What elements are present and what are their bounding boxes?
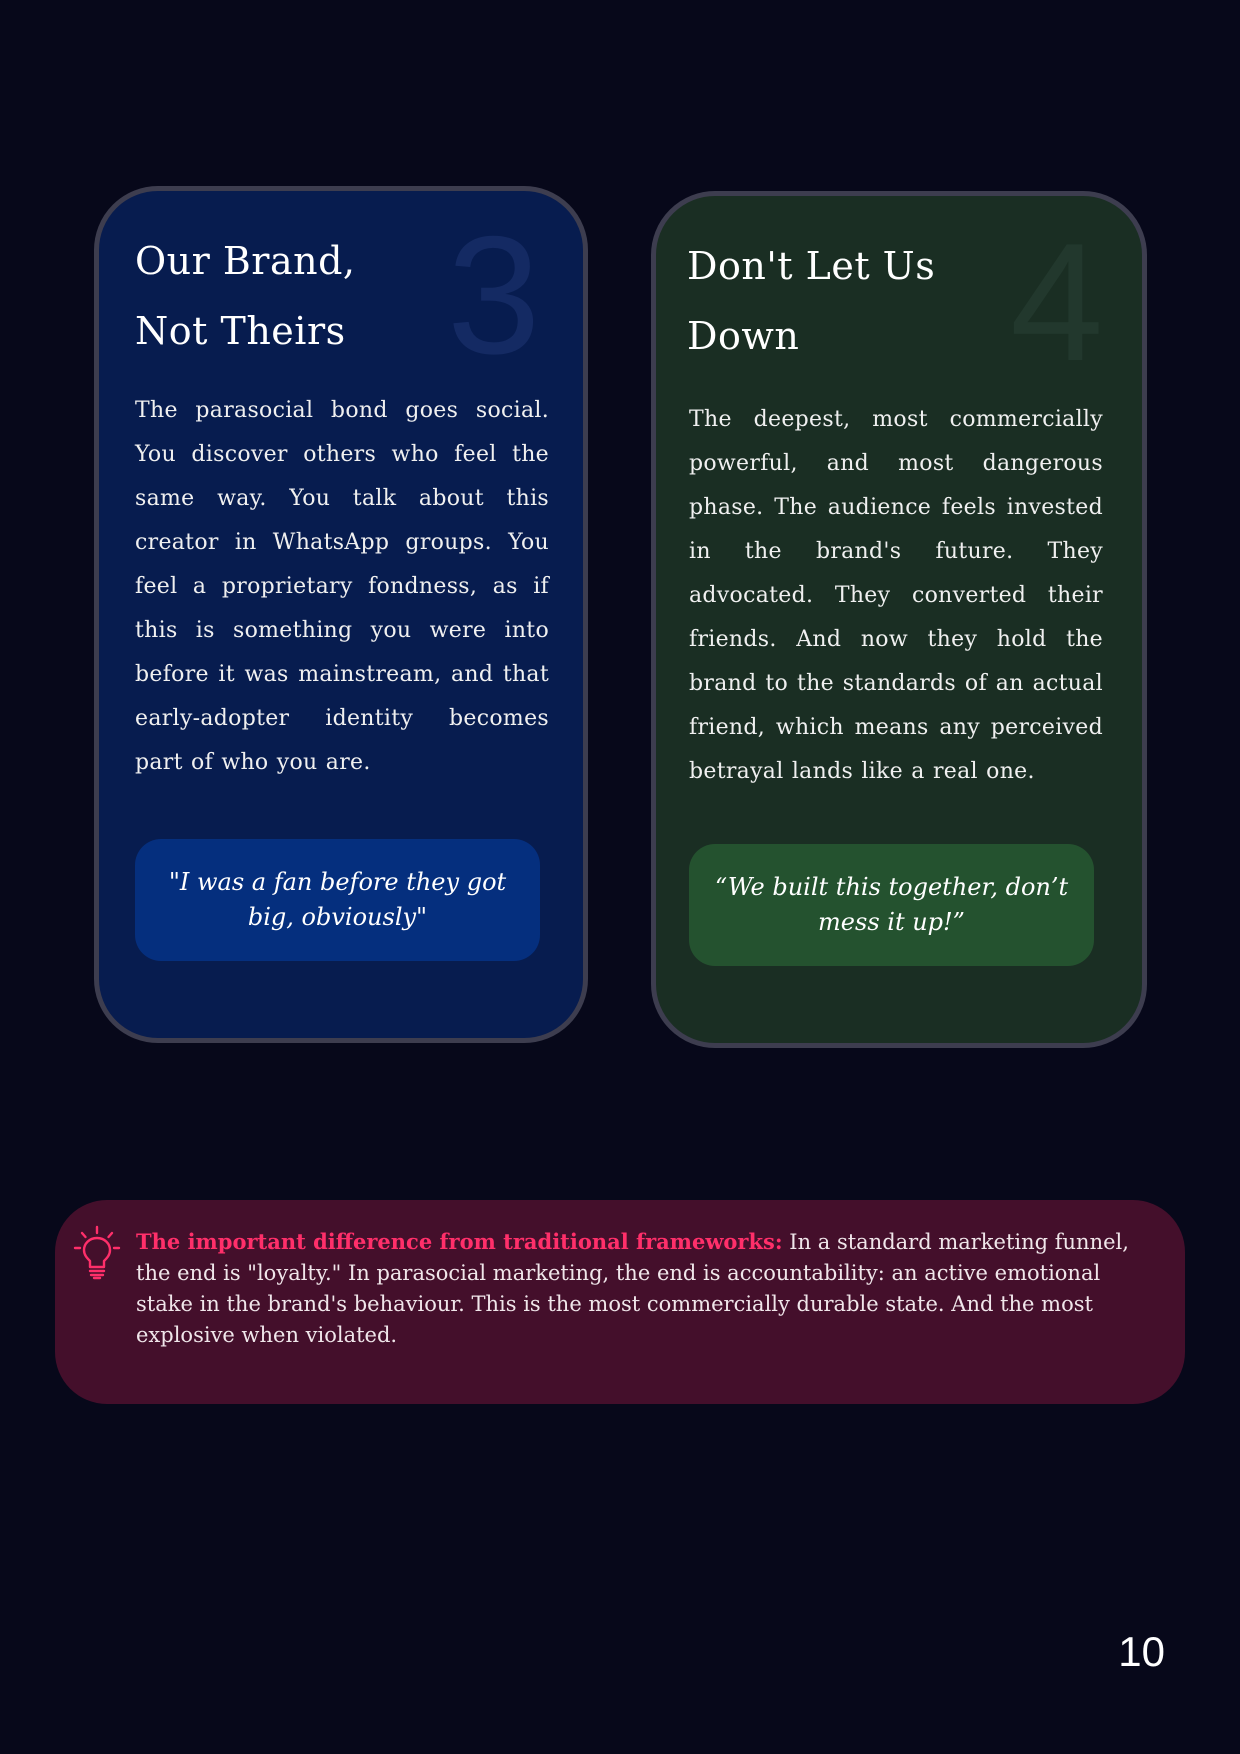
card-title-line: Don't Let Us <box>687 244 936 288</box>
card-title-line: Down <box>687 314 800 358</box>
page-number: 10 <box>1118 1628 1165 1675</box>
card-title-line: Our Brand, <box>135 239 356 283</box>
quote-box: “We built this together, don’t mess it up!” <box>689 844 1094 966</box>
card-title <box>687 231 987 371</box>
lightbulb-icon <box>73 1225 121 1281</box>
card-body: The deepest, most commercially powerful, and most dangerous phase. The audience feels invested in the brand's future. They advocated. They converted their friends. And now they hold the brand to the standards of an actual friend, which means any perceived betrayal lands like a real one. <box>689 407 1103 784</box>
stage-number: 3 <box>447 201 541 389</box>
card-body: The parasocial bond goes social. You discover others who feel the same way. You talk about this creator in WhatsApp groups. You feel a proprietary fondness, as if this is something you were into before it was mainstream, and that early-adopter identity becomes part of who you are. <box>135 398 549 775</box>
callout-body: In a standard marketing funnel, the end is "loyalty." In parasocial marketing, the end is accountability: an active emotional stake in the brand's behaviour. This is the most commercially durable state. And the most explosive when violated. <box>136 1230 1129 1347</box>
callout-note <box>55 1200 1185 1404</box>
stage-card-3 <box>94 186 588 1043</box>
callout-lead: The important difference from traditional frameworks: <box>136 1229 783 1254</box>
card-title <box>135 226 435 366</box>
callout-text <box>136 1226 1136 1351</box>
card-title-line: Not Theirs <box>135 309 346 353</box>
stage-number: 4 <box>1010 208 1104 396</box>
stage-card-4 <box>651 191 1147 1048</box>
quote-box: "I was a fan before they got big, obviously" <box>135 839 540 961</box>
